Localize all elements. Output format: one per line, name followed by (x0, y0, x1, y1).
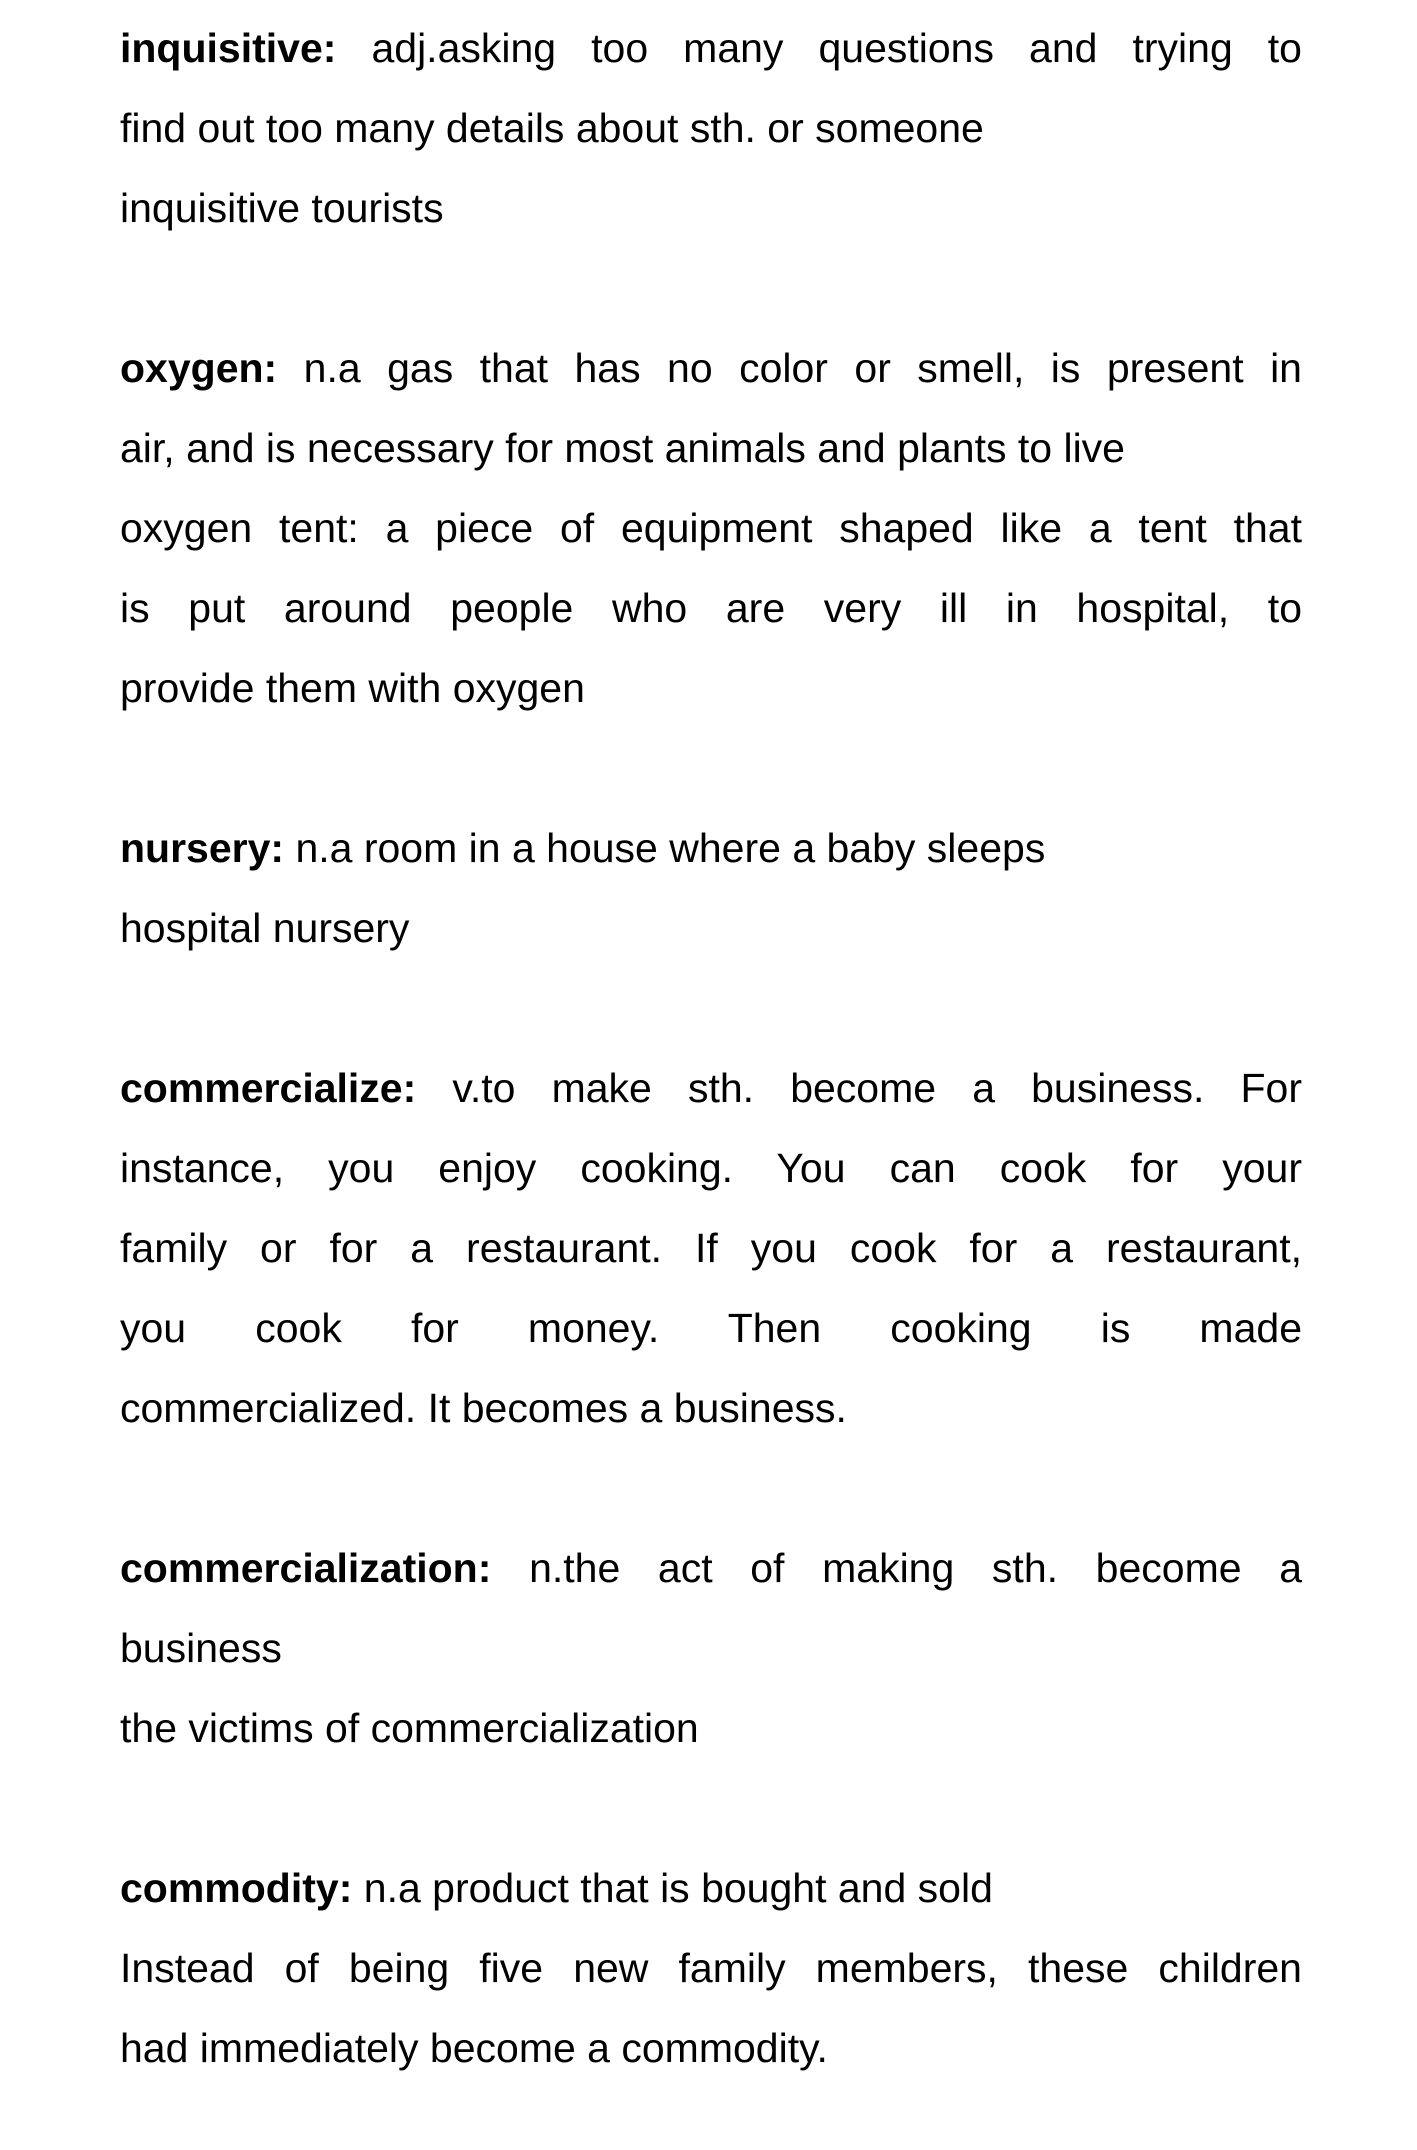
entry-text: is put around people who are very ill in hospital, to (120, 585, 1302, 631)
entry-text: adj.asking too many questions and trying to (371, 25, 1302, 71)
vocabulary-entry (120, 1528, 1302, 1768)
entry-text-line (120, 408, 1302, 488)
entry-definition-line (120, 8, 1302, 88)
entry-text: v.to make sth. become a business. For (452, 1065, 1302, 1111)
entry-text-line (120, 1288, 1302, 1368)
entry-term: oxygen: (120, 345, 278, 391)
entry-text: n.a room in a house where a baby sleeps (295, 825, 1046, 871)
entry-spacer (120, 1768, 1302, 1848)
entry-text: n.a product that is bought and sold (363, 1865, 993, 1911)
entry-definition-line (120, 808, 1302, 888)
entry-text: family or for a restaurant. If you cook for a restaurant, (120, 1225, 1302, 1271)
entry-text: commercialized. It becomes a business. (120, 1385, 847, 1431)
entry-text-line (120, 168, 1302, 248)
entry-text: find out too many details about sth. or someone (120, 105, 984, 151)
entry-text-line (120, 1928, 1302, 2008)
entry-definition-line (120, 328, 1302, 408)
entry-text-line (120, 1608, 1302, 1688)
entry-spacer (120, 968, 1302, 1048)
entry-spacer (120, 728, 1302, 808)
entry-text-line (120, 1128, 1302, 1208)
entry-text: air, and is necessary for most animals and plants to live (120, 425, 1125, 471)
entry-definition-line (120, 1528, 1302, 1608)
vocabulary-entry (120, 1848, 1302, 2088)
entry-term: commercialize: (120, 1065, 417, 1111)
entry-definition-line (120, 1848, 1302, 1928)
entry-text: provide them with oxygen (120, 665, 585, 711)
entry-text: oxygen tent: a piece of equipment shaped like a tent that (120, 505, 1302, 551)
entry-text-line (120, 488, 1302, 568)
entry-text-line (120, 1368, 1302, 1448)
entry-text: business (120, 1625, 282, 1671)
entry-text: Instead of being five new family members, these children (120, 1945, 1302, 1991)
vocabulary-entry (120, 1048, 1302, 1448)
vocabulary-entry (120, 328, 1302, 728)
entry-text-line (120, 88, 1302, 168)
entry-term: commercialization: (120, 1545, 492, 1591)
entry-text: the victims of commercialization (120, 1705, 699, 1751)
entry-spacer (120, 1448, 1302, 1528)
entry-text: had immediately become a commodity. (120, 2025, 828, 2071)
entry-term: inquisitive: (120, 25, 337, 71)
entry-text: inquisitive tourists (120, 185, 444, 231)
vocabulary-document (120, 8, 1302, 2088)
entry-text-line (120, 888, 1302, 968)
entry-text-line (120, 1688, 1302, 1768)
entry-text-line (120, 2008, 1302, 2088)
entry-text: you cook for money. Then cooking is made (120, 1305, 1302, 1351)
entry-text-line (120, 1208, 1302, 1288)
vocabulary-entry (120, 808, 1302, 968)
entry-spacer (120, 248, 1302, 328)
entry-text: n.the act of making sth. become a (529, 1545, 1302, 1591)
entry-text: instance, you enjoy cooking. You can cook for your (120, 1145, 1302, 1191)
entry-text: n.a gas that has no color or smell, is present in (303, 345, 1302, 391)
entry-definition-line (120, 1048, 1302, 1128)
entry-text-line (120, 648, 1302, 728)
entry-term: commodity: (120, 1865, 353, 1911)
entry-text-line (120, 568, 1302, 648)
entry-term: nursery: (120, 825, 285, 871)
vocabulary-entry (120, 8, 1302, 248)
entry-text: hospital nursery (120, 905, 410, 951)
